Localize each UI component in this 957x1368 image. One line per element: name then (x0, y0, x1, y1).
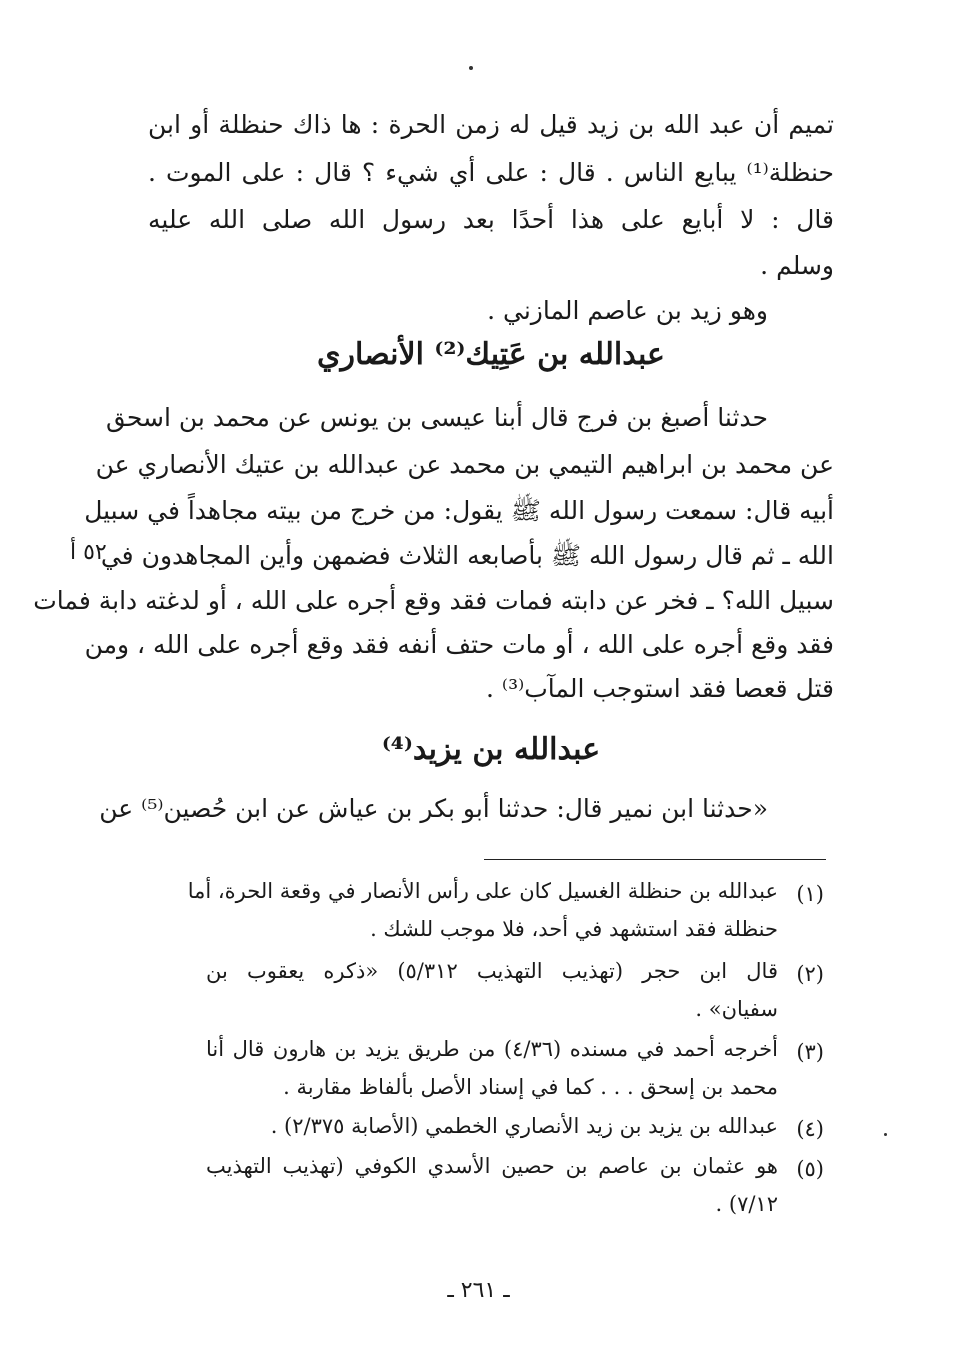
text-line: وهو زيد بن عاصم المازني . (487, 296, 768, 325)
footnote-number: (٢) (796, 962, 824, 986)
text-line: تميم أن عبد الله بن زيد قيل له زمن الحرة : ها ذاك حنظلة أو ابن (148, 110, 834, 139)
text-line: سبيل الله؟ ـ فخر عن دابته فمات فقد وقع أجره على الله ، أو لدغته دابة فمات (33, 586, 834, 615)
footnote-number: (٣) (796, 1040, 824, 1064)
footnote-number: (٥) (796, 1157, 824, 1181)
text-line: الله ـ ثم قال رسول الله ﷺ بأصابعه الثلاث فضمهن وأين المجاهدون في (100, 541, 834, 570)
text-line: وسلم . (760, 251, 834, 280)
footnote-line: عبدالله بن حنظلة الغسيل كان على رأس الأنصار في وقعة الحرة، أما (187, 879, 778, 903)
text-line: قتل قعصا فقد استوجب المآب⁽³⁾ . (486, 674, 834, 703)
speck-mark (469, 66, 473, 70)
footnote-number: (١) (796, 882, 824, 906)
text-line: أبيه قال: سمعت رسول الله ﷺ يقول: من خرج من بيته مجاهداً في سبيل (84, 496, 834, 525)
footnote-line: سفيان» . (695, 997, 778, 1021)
page-number: ـ ٢٦١ ـ (447, 1278, 510, 1303)
speck-mark (884, 1133, 887, 1136)
footnote-line: ٧/١٢) . (715, 1192, 778, 1216)
section-heading: عبدالله بن عَتِيك⁽²⁾ الأنصاري (317, 337, 665, 372)
text-line: حنظلة⁽¹⁾ يبايع الناس . قال : على أي شيء ؟ قال : على الموت . (148, 158, 834, 187)
footnote-line: أخرجه أحمد في مسنده (٤/٣٦) من طريق يزيد بن هارون قال أنا (206, 1037, 778, 1061)
text-line: «حدثنا ابن نمير قال: حدثنا أبو بكر بن عياش عن ابن حُصين⁽⁵⁾ عن (99, 794, 768, 823)
section-heading: عبدالله بن يزيد⁽⁴⁾ (381, 732, 601, 767)
footnote-line: عبدالله بن يزيد بن زيد الأنصاري الخطمي (الأصابة ٢/٣٧٥) . (270, 1114, 778, 1138)
text-line: قال : لا أبايع على هذا أحدًا بعد رسول الله صلى الله عليه (148, 205, 834, 234)
margin-folio-note: ٥٢ أ (70, 540, 107, 565)
text-line: عن محمد بن ابراهيم التيمي بن محمد عن عبدالله بن عتيك الأنصاري عن (95, 450, 834, 479)
footnote-line: هو عثمان بن عاصم بن حصين الأسدي الكوفي (تهذيب التهذيب (206, 1154, 778, 1178)
footnote-separator (484, 859, 826, 860)
footnote-line: حنظلة فقد استشهد في أحد، فلا موجب للشك . (370, 917, 778, 941)
text-line: فقد وقع أجره على الله ، أو مات حتف أنفه فقد وقع أجره على الله ، ومن (84, 630, 834, 659)
footnote-number: (٤) (796, 1117, 824, 1141)
footnote-line: قال ابن حجر (تهذيب التهذيب ٥/٣١٢) «ذكره يعقوب بن (206, 959, 778, 983)
footnote-line: محمد بن إسحق . . . كما في إسناد الأصل بألفاظ مقاربة . (283, 1075, 778, 1099)
text-line: حدثنا أصبغ بن فرج قال أبنا عيسى بن يونس عن محمد بن اسحق (106, 403, 768, 432)
